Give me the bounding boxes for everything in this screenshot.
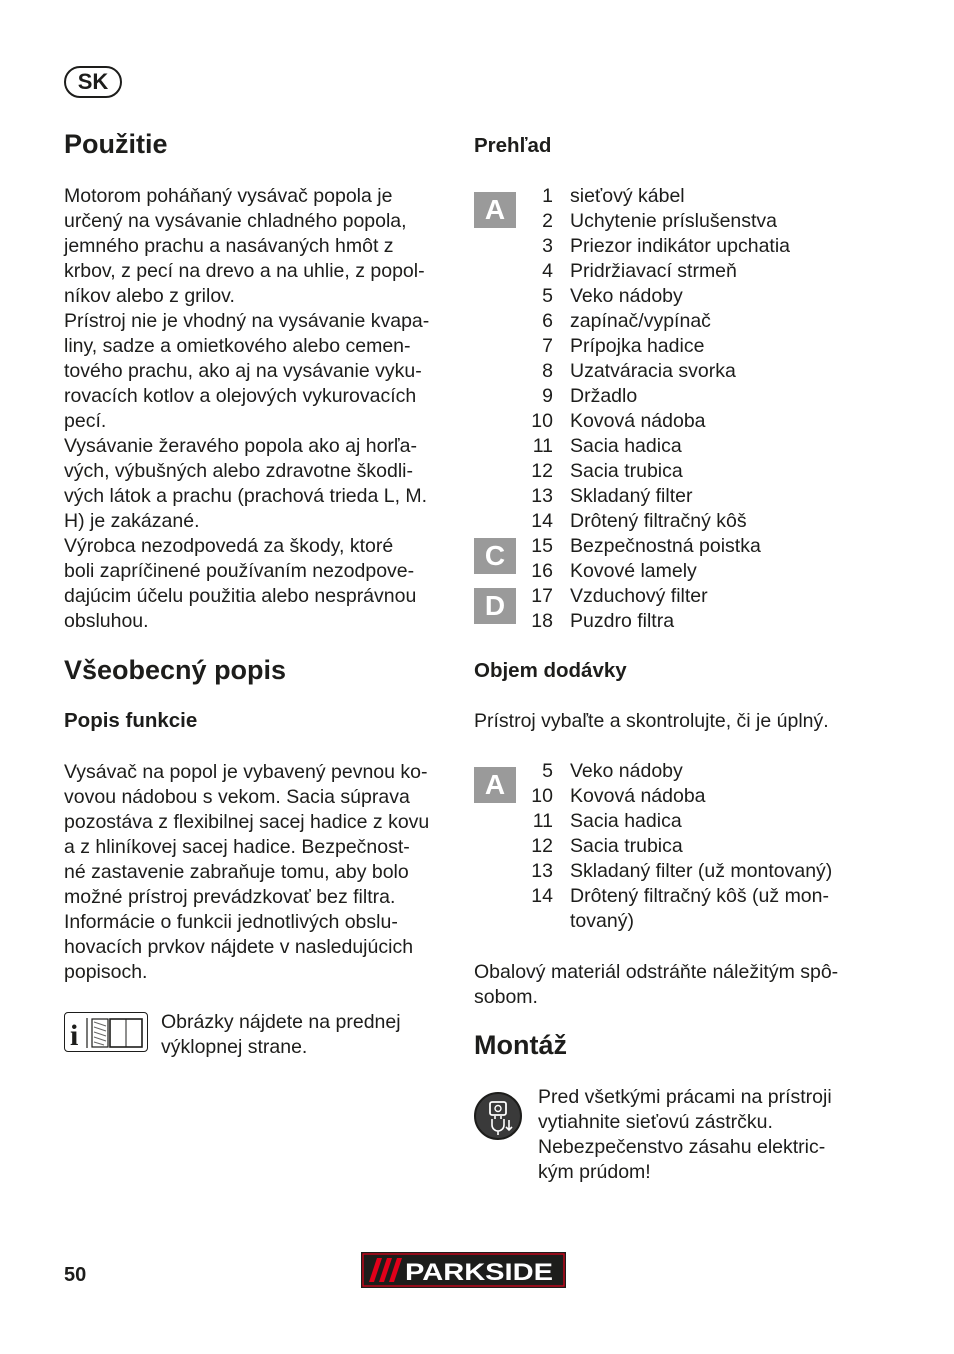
item-number: 16 — [531, 560, 553, 582]
list-item — [528, 609, 888, 634]
list-item — [528, 434, 888, 459]
item-label: zapínač/vypínač — [570, 310, 711, 332]
item-number: 10 — [531, 410, 553, 432]
list-item — [528, 259, 888, 284]
list-item — [528, 409, 888, 434]
list-item — [528, 784, 888, 809]
section-title-general: Všeobecný popis — [64, 655, 287, 685]
parkside-logo — [361, 1252, 566, 1288]
list-item — [528, 334, 888, 359]
item-number: 2 — [542, 210, 553, 232]
item-number: 15 — [531, 535, 553, 557]
item-label: Bezpečnostná poistka — [570, 535, 761, 557]
item-number — [528, 909, 553, 934]
item-label: Kovová nádoba — [570, 785, 706, 807]
list-item — [528, 859, 888, 884]
list-item — [528, 459, 888, 484]
item-number: 4 — [542, 260, 553, 282]
packaging-note: Obalový materiál odstráňte náležitým spô- sobom. — [474, 961, 839, 1008]
item-number: 14 — [531, 885, 553, 907]
list-item — [528, 759, 888, 784]
subsection-title-overview: Prehľad — [474, 134, 552, 157]
item-number: 11 — [532, 435, 553, 457]
item-number: 18 — [531, 610, 553, 632]
item-number: 11 — [532, 810, 553, 832]
list-item — [528, 884, 888, 909]
list-item — [528, 509, 888, 534]
item-label: Držadlo — [570, 385, 638, 407]
list-item — [528, 559, 888, 584]
svg-text:i: i — [70, 1019, 79, 1052]
item-label: Skladaný filter (už montovaný) — [570, 860, 833, 882]
subsection-title-scope: Objem dodávky — [474, 659, 627, 682]
figure-tag-d: D — [474, 588, 516, 624]
item-number: 5 — [542, 285, 553, 307]
item-label: Uzatváracia svorka — [570, 360, 736, 382]
list-item — [528, 359, 888, 384]
item-label: Skladaný filter — [570, 485, 693, 507]
svg-text:PARKSIDE: PARKSIDE — [405, 1259, 553, 1286]
list-item — [528, 909, 888, 934]
item-number: 13 — [531, 860, 553, 882]
item-number: 1 — [542, 185, 553, 207]
list-item — [528, 809, 888, 834]
list-item — [528, 184, 888, 209]
item-number: 9 — [542, 385, 553, 407]
item-label: Veko nádoby — [570, 285, 683, 307]
item-label: Sacia trubica — [570, 460, 683, 482]
list-item — [528, 309, 888, 334]
figure-tag-a: A — [474, 192, 516, 228]
item-number: 7 — [542, 335, 553, 357]
list-item — [528, 234, 888, 259]
function-paragraph: Vysávač na popol je vybavený pevnou ko- vovou nádobou s vekom. Sacia súprava pozostáva z flexibilnej sacej hadice z kovu a z hliníkovej sacej hadice. Bezpečnost- né zastavenie zabraňuje tomu, aby bolo možné prístroj prevádzkovať bez filtra. Informácie o funkcii jednotlivých obslu- hovacích prvkov nájdete v nasledujúcich popisoch. — [64, 761, 430, 983]
language-badge: SK — [64, 66, 122, 98]
item-label: Priezor indikátor upchatia — [570, 235, 791, 257]
list-item — [528, 384, 888, 409]
section-title-use: Použitie — [64, 129, 168, 159]
overview-list — [528, 184, 888, 634]
list-item — [528, 834, 888, 859]
scope-list — [528, 759, 888, 934]
item-number: 3 — [542, 235, 553, 257]
page-number: 50 — [64, 1264, 87, 1286]
item-label: Uchytenie príslušenstva — [570, 210, 778, 232]
item-number: 5 — [542, 760, 553, 782]
item-number: 17 — [531, 585, 553, 607]
list-item — [528, 484, 888, 509]
item-number: 14 — [531, 510, 553, 532]
item-number: 6 — [542, 310, 553, 332]
subsection-title-function: Popis funkcie — [64, 709, 198, 732]
list-item — [528, 584, 888, 609]
unplug-warning-icon — [474, 1092, 522, 1140]
item-number: 10 — [531, 785, 553, 807]
item-label: Kovové lamely — [570, 560, 697, 582]
item-label: Kovová nádoba — [570, 410, 706, 432]
item-number: 12 — [531, 835, 553, 857]
list-item — [528, 284, 888, 309]
item-label: sieťový kábel — [570, 185, 685, 207]
item-number: 13 — [531, 485, 553, 507]
info-note: Obrázky nájdete na prednej výklopnej strane. — [161, 1011, 401, 1058]
list-item — [528, 534, 888, 559]
list-item — [528, 209, 888, 234]
figure-tag-c: C — [474, 538, 516, 574]
item-label: Sacia hadica — [570, 810, 682, 832]
section-title-assembly: Montáž — [474, 1030, 567, 1060]
figure-tag-a: A — [474, 767, 516, 803]
item-number: 8 — [542, 360, 553, 382]
item-label: Vzduchový filter — [570, 585, 708, 607]
scope-intro: Prístroj vybaľte a skontrolujte, či je úplný. — [474, 710, 829, 732]
use-paragraph: Motorom poháňaný vysávač popola je určený na vysávanie chladného popola, jemného prachu a nasávaných hmôt z krbov, z pecí na drevo a na uhlie, z popol- níkov alebo z grilov. Prístroj nie je vhodný na vysávanie kvapa- liny, sadze a omietkového alebo cemen- tového prachu, ako aj na vysávanie vyku- rovacích kotlov a olejových vykurovacích pecí. Vysávanie žeravého popola ako aj horľa- vých, výbušných alebo zdravotne škodli- vých látok a prachu (prachová trieda L, M. H) je zakázané. Výrobca nezodpovedá za škody, ktoré boli zapríčinené používaním nezodpove- dajúcim účelu použitia alebo nesprávnou obsluhou. — [64, 185, 430, 632]
item-label: Prípojka hadice — [570, 335, 705, 357]
assembly-warning: Pred všetkými prácami na prístroji vytiahnite sieťovú zástrčku. Nebezpečenstvo zásahu elektric- kým prúdom! — [538, 1086, 832, 1183]
item-label: Veko nádoby — [570, 760, 683, 782]
item-label: Pridržiavací strmeň — [570, 260, 737, 282]
item-label: Sacia trubica — [570, 835, 683, 857]
item-label: tovaný) — [570, 910, 634, 932]
item-label: Drôtený filtračný kôš — [570, 510, 747, 532]
item-label: Puzdro filtra — [570, 610, 675, 632]
item-label: Drôtený filtračný kôš (už mon- — [570, 885, 829, 907]
info-pictogram-icon — [64, 1012, 148, 1052]
item-number: 12 — [531, 460, 553, 482]
item-label: Sacia hadica — [570, 435, 682, 457]
